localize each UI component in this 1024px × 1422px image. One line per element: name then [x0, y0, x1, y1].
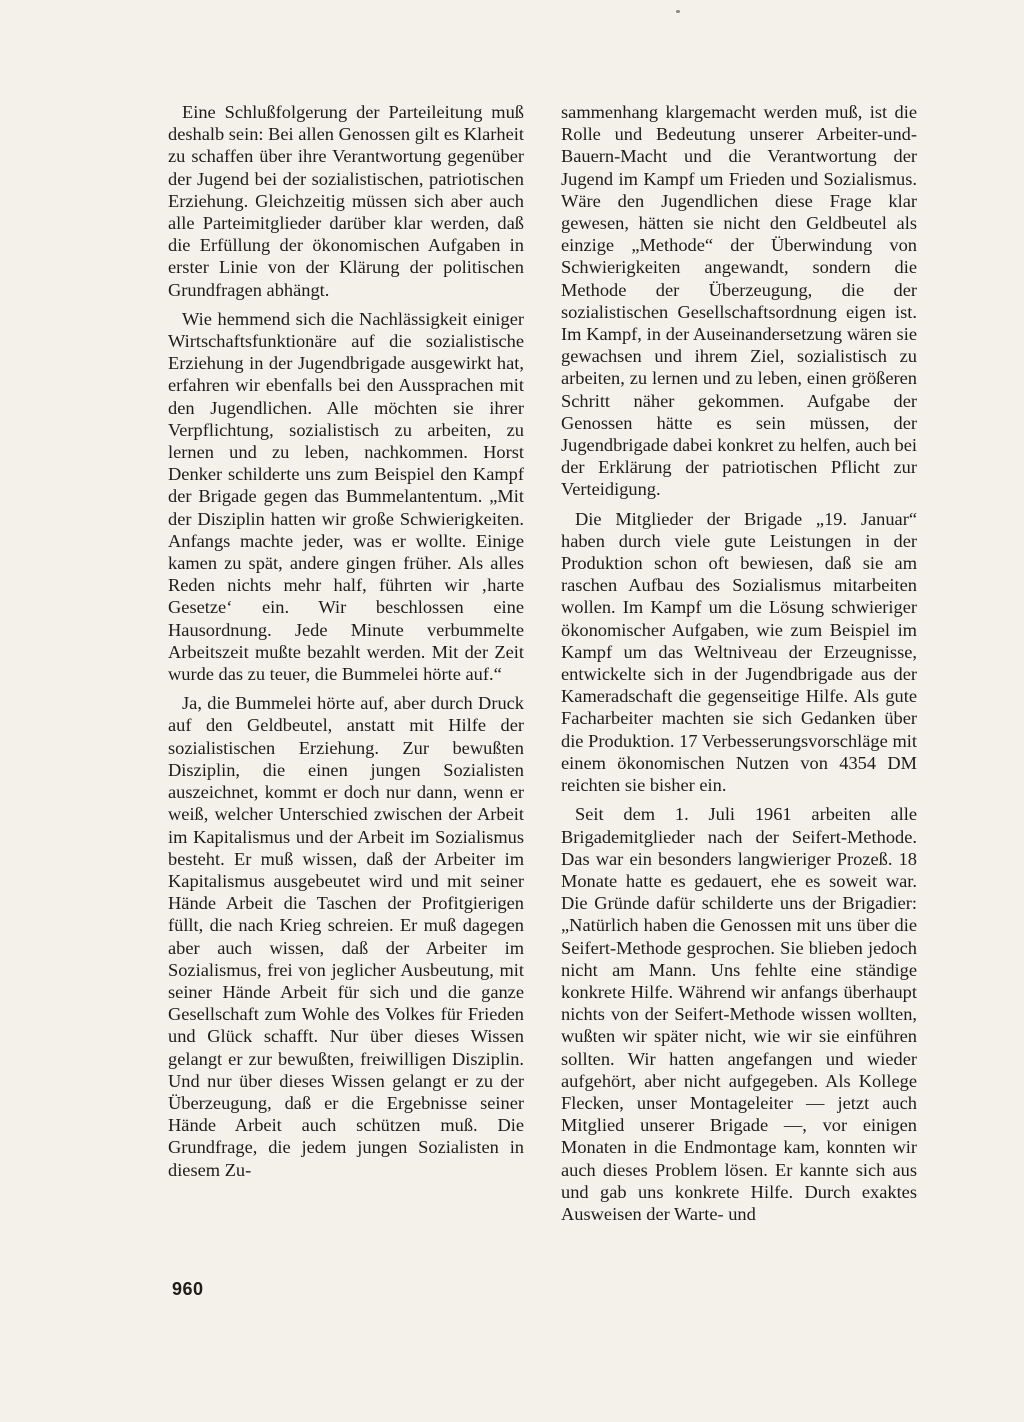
- paragraph-continued: sammenhang klargemacht werden muß, ist die Rolle und Bedeutung unserer Arbeiter-und-Bauern-Macht und die Verantwortung der Jugend im Kampf um Frieden und Sozialismus. Wäre den Jugendlichen diese Frage klar gewesen, hätten sie nicht den Geldbeutel als einzige „Methode“ der Überwindung von Schwierigkeiten angewandt, sondern die Methode der Überzeugung, die der sozialistischen Gesellschaftsordnung eigen ist. Im Kampf, in der Auseinandersetzung wären sie gewachsen und ihrem Ziel, sozialistisch zu arbeiten, zu lernen und zu leben, einen größeren Schritt näher gekommen. Aufgabe der Genossen hätte es sein müssen, der Jugendbrigade dabei konkret zu helfen, auch bei der Erklärung der patriotischen Pflicht zur Verteidigung.: [561, 102, 917, 500]
- paragraph: Wie hemmend sich die Nachlässigkeit einiger Wirtschaftsfunktionäre auf die sozialistische Erziehung in der Jugendbrigade ausgewirkt hat, erfahren wir ebenfalls bei den Aussprachen mit den Jugendlichen. Alle möchten sie ihrer Verpflichtung, sozialistisch zu arbeiten, zu lernen und zu leben, nachkommen. Horst Denker schilderte uns zum Beispiel den Kampf der Brigade gegen das Bummelantentum. „Mit der Disziplin hatten wir große Schwierigkeiten. Anfangs machte jeder, was er wollte. Einige kamen zu spät, andere gingen früher. Als alles Reden nichts mehr half, führten wir ‚harte Gesetze‘ ein. Wir beschlossen eine Hausordnung. Jede Minute verbummelte Arbeitszeit mußte bezahlt werden. Mit der Zeit wurde das zu teuer, die Bummelei hörte auf.“: [168, 308, 524, 685]
- paragraph: Seit dem 1. Juli 1961 arbeiten alle Brigademitglieder nach der Seifert-Methode. Das war ein besonders langwieriger Prozeß. 18 Monate hatte es gedauert, ehe es soweit war. Die Gründe dafür schilderte uns der Brigadier: „Natürlich haben die Genossen mit uns über die Seifert-Methode gesprochen. Sie blieben jedoch nicht am Mann. Uns fehlte eine ständige konkrete Hilfe. Während wir anfangs überhaupt nichts von der Seifert-Methode wissen wollten, wußten wir später nicht, wie wir sie einführen sollten. Wir hatten angefangen und wieder aufgehört, aber nicht aufgegeben. Als Kollege Flecken, unser Montageleiter — jetzt auch Mitglied unserer Brigade —, vor einigen Monaten in die Endmontage kam, konnten wir auch dieses Problem lösen. Er kannte sich aus und gab uns konkrete Hilfe. Durch exaktes Ausweisen der Warte- und: [561, 804, 917, 1224]
- paragraph: Ja, die Bummelei hörte auf, aber durch Druck auf den Geldbeutel, anstatt mit Hilfe der sozialistischen Erziehung. Zur bewußten Disziplin, die einen jungen Sozialisten auszeichnet, kommt er doch nur dann, wenn er weiß, welcher Unterschied zwischen der Arbeit im Kapitalismus und der Arbeit im Sozialismus besteht. Er muß wissen, daß der Arbeiter im Kapitalismus ausgebeutet wird und mit seiner Hände Arbeit die Taschen der Profitgierigen füllt, die nach Krieg schreien. Er muß dagegen aber auch wissen, daß der Arbeiter im Sozialismus, frei von jeglicher Ausbeutung, mit seiner Hände Arbeit für sich und die ganze Gesellschaft zum Wohle des Volkes für Frieden und Glück schafft. Nur über dieses Wissen gelangt er zur bewußten, freiwilligen Disziplin. Und nur über dieses Wissen gelangt er zu der Überzeugung, daß er die Ergebnisse seiner Hände Arbeit auch schützen muß. Die Grundfrage, die jedem jungen Sozialisten in diesem Zu-: [168, 693, 524, 1180]
- page-number: 960: [172, 1279, 204, 1299]
- paragraph: Die Mitglieder der Brigade „19. Januar“ haben durch viele gute Leistungen in der Produktion schon oft bewiesen, daß sie am raschen Aufbau des Sozialismus mitarbeiten wollen. Im Kampf um die Lösung schwieriger ökonomischer Aufgaben, wie zum Beispiel im Kampf um das Weltniveau der Erzeugnisse, entwickelte sich in der Jugendbrigade aus der Kameradschaft die gegenseitige Hilfe. Als gute Facharbeiter machten sie sich Gedanken über die Produktion. 17 Verbesserungsvorschläge mit einem ökonomischen Nutzen von 4354 DM reichten sie bisher ein.: [561, 508, 917, 796]
- right-text-column: [561, 101, 917, 1232]
- paragraph: Eine Schlußfolgerung der Parteileitung muß deshalb sein: Bei allen Genossen gilt es Klarheit zu schaffen über ihre Verantwortung gegenüber der Jugend bei der sozialistischen, patriotischen Erziehung. Gleichzeitig müssen sich aber auch alle Parteimitglieder darüber klar werden, daß die Erfüllung der ökonomischen Aufgaben in erster Linie von der Klärung der politischen Grundfragen abhängt.: [168, 102, 524, 300]
- left-text-column: [168, 101, 524, 1188]
- scan-speck: [676, 10, 680, 13]
